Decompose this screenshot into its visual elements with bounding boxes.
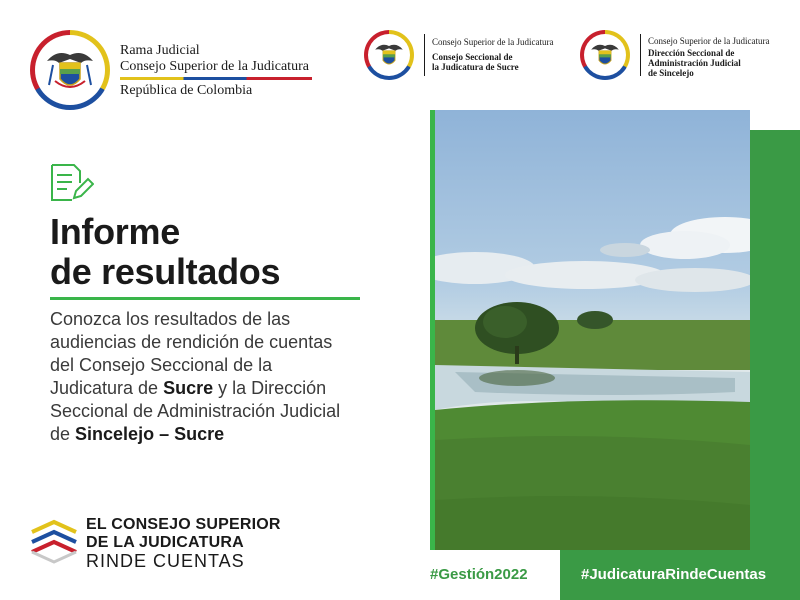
tree-reflection: [479, 370, 555, 386]
tree: [483, 306, 527, 338]
landscape-photo: [435, 110, 750, 550]
page-title: Informe de resultados: [50, 211, 281, 292]
entity-name-line: Consejo Superior de la Judicatura: [648, 36, 770, 46]
hashtag-rinde-cuentas: #JudicaturaRindeCuentas: [581, 566, 767, 583]
description-text: Conozca los resultados de las audiencias de rendición de cuentas del Consejo Seccional de la Judicatura de Sucre y la Dirección Seccional de Administración Judicial de Sincelejo – Sucre: [50, 309, 341, 444]
flag-stripe: [120, 77, 312, 80]
brand-line: RINDE CUENTAS: [86, 551, 245, 571]
sucre-coat-of-arms-icon: [364, 30, 414, 80]
brand-line: DE LA JUDICATURA: [86, 534, 244, 551]
entity-name-line: Rama Judicial: [120, 43, 200, 58]
tree-trunk: [515, 346, 519, 364]
document-edit-icon: [48, 163, 94, 203]
coat-of-arms-icon: [35, 35, 105, 105]
grass-field-foreground: [435, 496, 750, 550]
hashtag-gestion: #Gestión2022: [430, 566, 528, 583]
coat-of-arms-icon: [368, 34, 410, 76]
decorative-green-block: [750, 130, 800, 550]
entity-name-line: Consejo Superior de la Judicatura: [120, 59, 309, 74]
stacked-chevrons-icon: [28, 518, 80, 568]
entity-subtitle: Dirección Seccional de Administración Judicial de Sincelejo: [648, 48, 741, 78]
coat-of-arms-icon: [584, 34, 626, 76]
main-coat-of-arms-icon: [30, 30, 110, 110]
cloud: [600, 243, 650, 257]
entity-name-line: Consejo Superior de la Judicatura: [432, 37, 554, 47]
cloud: [640, 231, 730, 259]
cloud: [635, 268, 750, 292]
country-name: República de Colombia: [120, 83, 253, 98]
bold-sincelejo: Sincelejo – Sucre: [75, 424, 225, 444]
brand-line: EL CONSEJO SUPERIOR: [86, 516, 281, 533]
title-underline: [50, 297, 360, 300]
entity-subtitle: Consejo Seccional de la Judicatura de Sucre: [432, 52, 519, 72]
sincelejo-coat-of-arms-icon: [580, 30, 630, 80]
logo-divider: [640, 34, 641, 76]
logo-divider: [424, 34, 425, 76]
bold-sucre: Sucre: [163, 378, 214, 398]
tree: [577, 311, 613, 329]
